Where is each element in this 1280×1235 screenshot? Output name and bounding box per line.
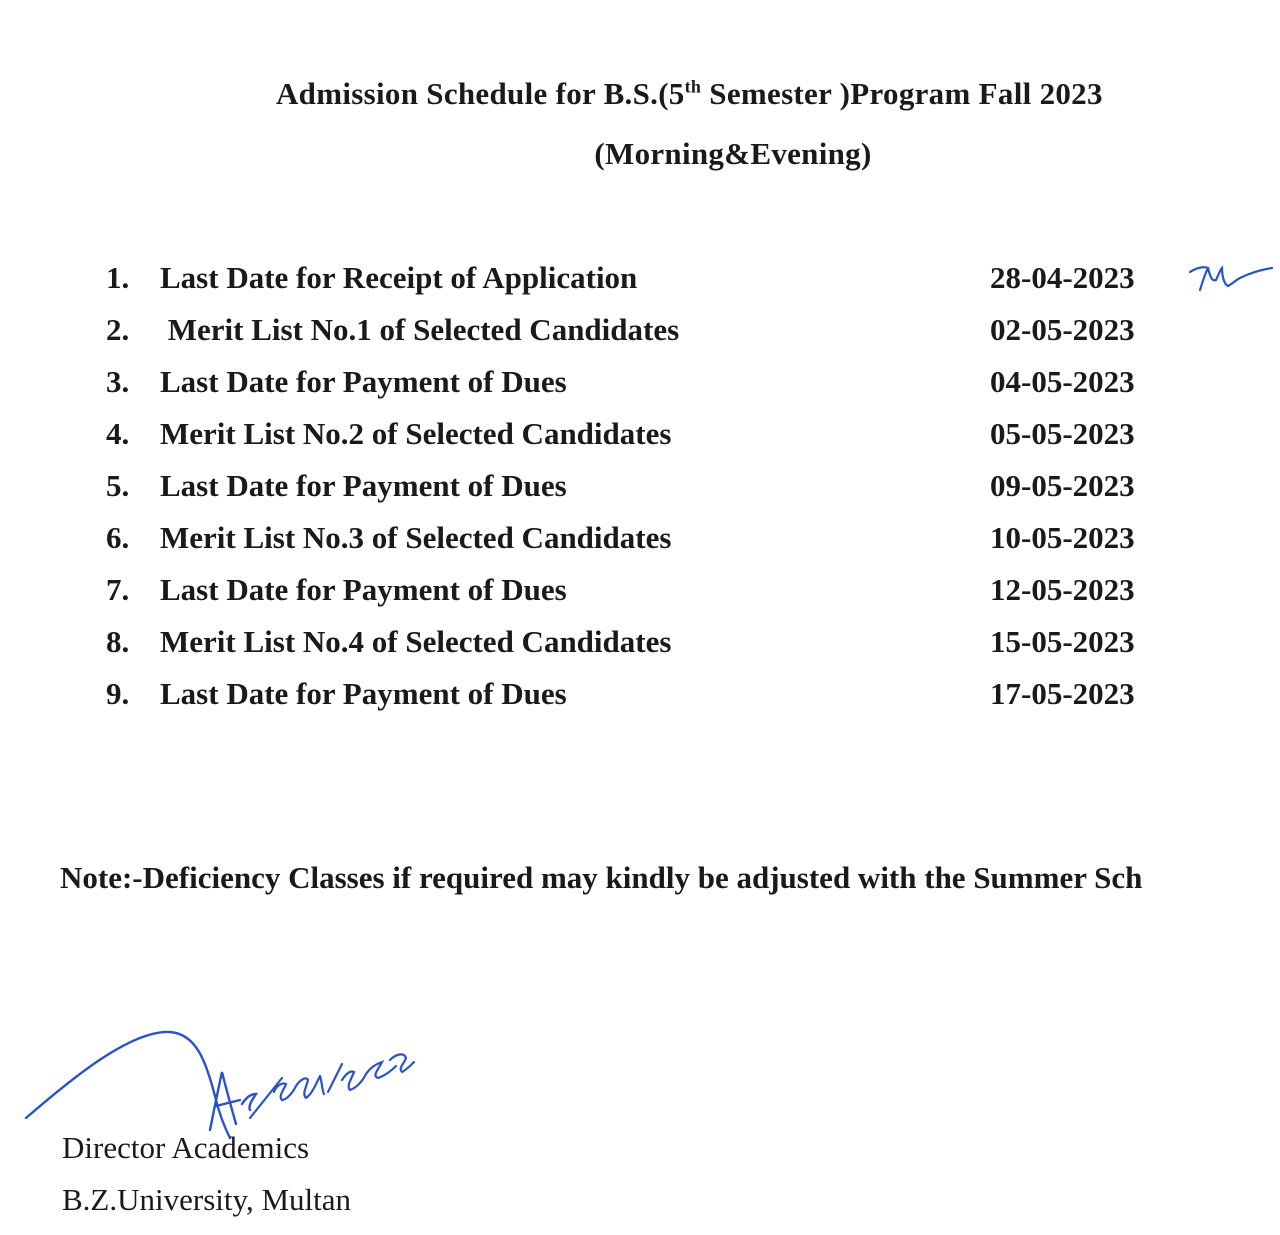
item-number: 6.: [106, 520, 130, 555]
item-date: 15-05-2023: [990, 624, 1135, 659]
item-number: 4.: [106, 416, 130, 451]
item-number: 5.: [106, 468, 130, 503]
list-item: [0, 572, 1280, 624]
item-label: Merit List No.3 of Selected Candidates: [160, 520, 672, 555]
item-number: 2.: [106, 312, 130, 347]
item-date: 17-05-2023: [990, 676, 1135, 711]
item-label: Last Date for Payment of Dues: [160, 364, 567, 399]
item-label: Merit List No.1 of Selected Candidates: [160, 312, 680, 347]
item-number: 3.: [106, 364, 130, 399]
item-date: 02-05-2023: [990, 312, 1135, 347]
item-label: Merit List No.4 of Selected Candidates: [160, 624, 672, 659]
item-number: 1.: [106, 260, 130, 295]
item-date: 04-05-2023: [990, 364, 1135, 399]
item-date: 09-05-2023: [990, 468, 1135, 503]
page-title: Admission Schedule for B.S.(5th Semester )Program Fall 2023: [276, 76, 1103, 111]
item-date: 05-05-2023: [990, 416, 1135, 451]
page-subtitle: (Morning&Evening): [594, 136, 872, 171]
item-label: Last Date for Payment of Dues: [160, 468, 567, 503]
note-text: Note:-Deficiency Classes if required may kindly be adjusted with the Summer Sch: [60, 860, 1143, 895]
list-item: [0, 364, 1280, 416]
signatory-organization: B.Z.University, Multan: [62, 1182, 352, 1217]
item-label: Last Date for Payment of Dues: [160, 676, 567, 711]
item-label: Last Date for Receipt of Application: [160, 260, 638, 295]
signatory-title: Director Academics: [62, 1130, 310, 1165]
list-item: [0, 520, 1280, 572]
list-item: [0, 260, 1280, 312]
item-number: 9.: [106, 676, 130, 711]
list-item: [0, 468, 1280, 520]
item-date: 28-04-2023: [990, 260, 1135, 295]
item-label: Merit List No.2 of Selected Candidates: [160, 416, 672, 451]
list-item: [0, 416, 1280, 468]
list-item: [0, 312, 1280, 364]
item-date: 10-05-2023: [990, 520, 1135, 555]
item-label: Last Date for Payment of Dues: [160, 572, 567, 607]
item-date: 12-05-2023: [990, 572, 1135, 607]
item-number: 7.: [106, 572, 130, 607]
initials-signature-icon: [1186, 258, 1276, 298]
list-item: [0, 624, 1280, 676]
item-number: 8.: [106, 624, 130, 659]
list-item: [0, 676, 1280, 728]
